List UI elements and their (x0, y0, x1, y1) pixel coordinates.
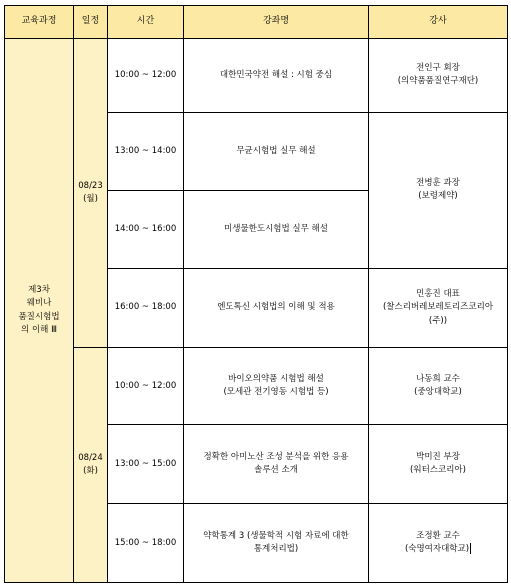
instructor-cell (369, 269, 508, 348)
lecture-line: 솔루션 소개 (254, 465, 298, 476)
instructor-cell (369, 347, 508, 425)
header-lecture: 강좌명 (184, 6, 369, 39)
instructor-org-with-cursor (372, 543, 504, 556)
time-cell: 16:00 ~ 18:00 (108, 269, 184, 348)
lecture-line: (모세관 전기영동 시험법 등) (223, 387, 329, 398)
date-text: 08/23 (78, 180, 103, 191)
course-line: 품질시험법 (18, 311, 60, 322)
instructor-name: 민홍진 대표 (416, 289, 460, 300)
lecture-cell (184, 425, 369, 504)
instructor-org: (보령제약) (418, 191, 458, 202)
time-cell: 10:00 ~ 12:00 (108, 39, 184, 113)
instructor-org: (의약품품질연구재단) (397, 76, 479, 87)
instructor-cell (369, 425, 508, 504)
header-instructor: 강사 (369, 6, 508, 39)
course-cell (5, 39, 74, 583)
table-row (5, 39, 508, 113)
instructor-cell[interactable] (369, 504, 508, 583)
date-cell (74, 39, 108, 348)
lecture-line: 정확한 아미노산 조성 분석을 위한 응용 (203, 452, 349, 463)
instructor-name: 전인구 회장 (416, 63, 460, 74)
lecture-cell (184, 39, 369, 113)
instructor-org: (주)) (428, 315, 448, 326)
schedule-table (4, 5, 508, 583)
instructor-cell (369, 39, 508, 113)
lecture-cell (184, 504, 369, 583)
instructor-name: 전병훈 과장 (416, 178, 460, 189)
text-cursor (470, 543, 471, 554)
lecture-line: 무균시험법 실무 해설 (236, 145, 316, 156)
instructor-name: 나동희 교수 (416, 373, 460, 384)
time-cell: 15:00 ~ 18:00 (108, 504, 184, 583)
lecture-line: 미생물한도시험법 실무 해설 (224, 224, 328, 235)
lecture-line: 엔도톡신 시험법의 이해 및 적용 (217, 302, 335, 313)
table-row (5, 347, 508, 425)
lecture-line: 대한민국약전 해설 : 시험 중심 (219, 69, 333, 80)
instructor-cell (369, 112, 508, 268)
lecture-cell (184, 269, 369, 348)
date-text: 08/24 (78, 452, 103, 463)
header-time: 시간 (108, 6, 184, 39)
lecture-cell (184, 347, 369, 425)
instructor-org: (중앙대학교) (414, 387, 462, 398)
lecture-line: 바이오의약품 시험법 해설 (228, 373, 324, 384)
lecture-line: 약학통계 3 (생물학적 시험 자료에 대한 (203, 530, 349, 541)
course-line: 의 이해 Ⅲ (21, 324, 57, 335)
time-cell: 14:00 ~ 16:00 (108, 191, 184, 269)
header-date: 일정 (74, 6, 108, 39)
lecture-cell (184, 112, 369, 191)
instructor-org: (숙명여자대학교) (404, 544, 470, 555)
instructor-name: 박미진 부장 (416, 452, 460, 463)
instructor-org: (워터스코리아) (410, 465, 466, 476)
course-line: 제3차 (28, 285, 50, 296)
header-course: 교육과정 (5, 6, 74, 39)
lecture-cell (184, 191, 369, 269)
weekday-text: (월) (83, 193, 98, 204)
weekday-text: (화) (83, 465, 98, 476)
date-cell (74, 347, 108, 582)
course-line: 웨비나 (26, 298, 52, 309)
time-cell: 13:00 ~ 14:00 (108, 112, 184, 191)
time-cell: 13:00 ~ 15:00 (108, 425, 184, 504)
instructor-org: (찰스리버레보레토리즈코리아 (382, 302, 494, 313)
header-row (5, 6, 508, 39)
lecture-line: 통계처리법) (253, 544, 299, 555)
time-cell: 10:00 ~ 12:00 (108, 347, 184, 425)
instructor-name: 조정환 교수 (416, 530, 460, 541)
